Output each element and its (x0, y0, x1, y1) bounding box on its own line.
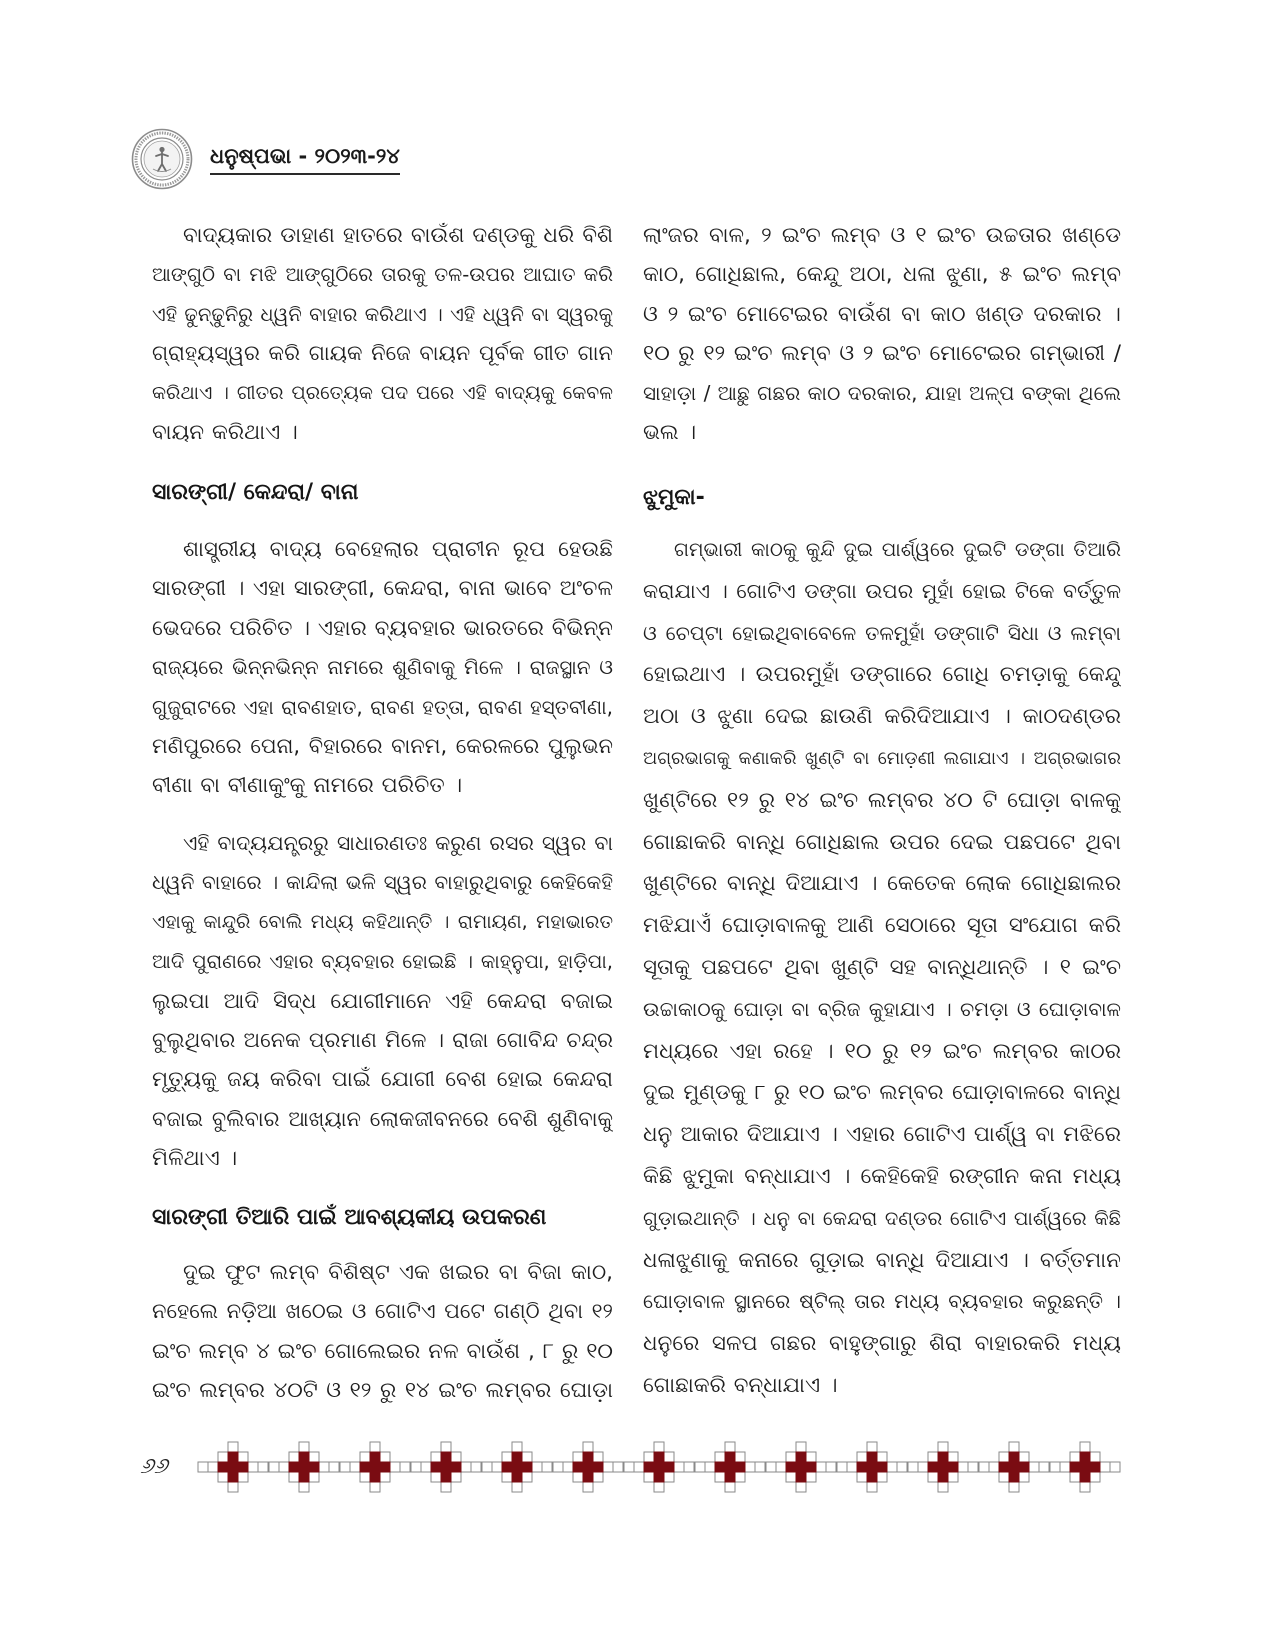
text-line: ୧୦ ରୁ ୧୨ ଇଂଚ ଲମ୍ବ ଓ ୨ ଇଂଚ ମୋଟେଇର ଗମ୍ଭାରୀ / (643, 341, 1121, 367)
ornament-cell (644, 1462, 654, 1472)
ornament-cell (867, 1452, 877, 1462)
ornament-cell (370, 1472, 380, 1482)
ornament-cell (583, 1452, 593, 1462)
ornament-cell (218, 1472, 228, 1482)
ornament-cell (938, 1462, 948, 1472)
right-paragraph-1 (643, 216, 1121, 452)
ornament-cell (766, 1462, 776, 1472)
text-line: ମଝିଯାଏଁ ଘୋଡ଼ାବାଳକୁ ଆଣି ସେଠାରେ ସୂତା ସଂଯୋଗ କରି (643, 913, 1121, 939)
ornament-cell (289, 1462, 299, 1472)
text-line: ଏହାକୁ କାନ୍ଦୁରି ବୋଲି ମଧ୍ୟ କହିଥାନ୍ତି । ରାମାୟଣ, ମହାଭାରତ (152, 910, 613, 933)
ornament-cell (654, 1472, 664, 1482)
ornament-cell (958, 1462, 968, 1472)
text-line: ଗୋଛାକରି ବାନ୍ଧି ଗୋଧିଛାଲ ଉପର ଦେଇ ପଛପଟେ ଥିବା (643, 829, 1121, 855)
ornament-cell (664, 1452, 674, 1462)
text-line: ମୃତ୍ୟୁକୁ ଜୟ କରିବା ପାଇଁ ଯୋଗୀ ବେଶ ହୋଇ କେନ୍ଦରା (152, 1067, 613, 1093)
ornament-cell (705, 1462, 715, 1472)
ornament-cell (1009, 1482, 1019, 1492)
ornament-cell (461, 1462, 471, 1472)
ornament-cell (796, 1472, 806, 1482)
ornament-cell (654, 1482, 664, 1492)
ornament-cell (248, 1462, 258, 1472)
ornament-cell (441, 1472, 451, 1482)
ornament-cell (299, 1452, 309, 1462)
text-line: ଭଲ । (643, 419, 697, 445)
ornament-cell (593, 1472, 603, 1482)
ornament-cell (1019, 1452, 1029, 1462)
text-line: ରାଜ୍ୟରେ ଭିନ୍ନଭିନ୍ନ ନାମରେ ଶୁଣିବାକୁ ମିଳେ । ରାଜସ୍ଥାନ ଓ (152, 655, 613, 680)
ornament-cell (796, 1482, 806, 1492)
ornament-cell (928, 1462, 938, 1472)
ornament-motif (198, 1442, 268, 1492)
right-paragraph-2 (643, 529, 1121, 1407)
ornament-cell (451, 1472, 461, 1482)
ornament-cell (1009, 1462, 1019, 1472)
ornament-cell (1110, 1462, 1120, 1472)
text-line: କରିଥାଏ । ଗୀତର ପ୍ରତ୍ୟେକ ପଦ ପରେ ଏହି ବାଦ୍ୟକୁ କେବଳ (152, 381, 613, 404)
text-line: ମିଳିଥାଏ । (152, 1146, 238, 1172)
ornament-cell (1080, 1452, 1090, 1462)
text-line: ଖୁଣ୍ଟିରେ ୧୨ ରୁ ୧୪ ଇଂଚ ଲମ୍ବର ୪୦ ଟି ଘୋଡ଼ା ବାଳକୁ (643, 787, 1121, 813)
ornament-cell (522, 1462, 532, 1472)
text-line: ଲାଂଜର ବାଳ, ୨ ଇଂଚ ଲମ୍ବ ଓ ୧ ଇଂଚ ଉଚ୍ଚତାର ଖଣ୍ଡେ (643, 223, 1121, 248)
ornament-cell (897, 1462, 907, 1472)
ornament-cell (370, 1482, 380, 1492)
text-line: ବଜାଇ ବୁଲିବାର ଆଖ୍ୟାନ ଲୋକଜୀବନରେ ବେଶି ଶୁଣିବାକୁ (152, 1106, 613, 1131)
ornament-cell (411, 1462, 421, 1472)
ornament-cell (218, 1452, 228, 1462)
ornament-cell (299, 1462, 309, 1472)
ornament-cell (1080, 1442, 1090, 1452)
ornament-cell (1090, 1462, 1100, 1472)
ornament-cell (877, 1462, 887, 1472)
ornament-cell (999, 1462, 1009, 1472)
text-line: ଧଳାଝୁଣାକୁ କନାରେ ଗୁଡ଼ାଇ ବାନ୍ଧି ଦିଆଯାଏ । ବର୍ତ୍ତମାନ (643, 1247, 1121, 1273)
ornament-cell (299, 1482, 309, 1492)
ornament-cell (502, 1452, 512, 1462)
ornament-cell (583, 1482, 593, 1492)
ornament-cell (928, 1452, 938, 1462)
ornament-cell (877, 1452, 887, 1462)
text-line: ଗୁଜୁରାଟରେ ଏହା ରାବଣହାତ, ରାବଣ ହତ୍ତା, ରାବଣ ହସ୍ତବୀଣା, (152, 694, 613, 719)
ornament-cell (989, 1462, 999, 1472)
ornament-cell (715, 1472, 725, 1482)
ornament-cell (654, 1462, 664, 1472)
ornament-cell (1009, 1442, 1019, 1452)
ornament-cell (999, 1472, 1009, 1482)
ornament-cell (664, 1462, 674, 1472)
ornament-cell (1060, 1462, 1070, 1472)
ornament-cell (522, 1452, 532, 1462)
ornament-motif (340, 1442, 410, 1492)
text-line: ଏହି ବାଦ୍ୟଯନ୍ତ୍ରରୁ ସାଧାରଣତଃ କରୁଣ ରସର ସ୍ୱର ବା (183, 831, 613, 855)
ornament-cell (1029, 1462, 1039, 1472)
text-line: ଦୁଇ ମୁଣ୍ଡକୁ ୮ ରୁ ୧୦ ଇଂଚ ଲମ୍ବର ଘୋଡ଼ାବାଳରେ ବାନ୍ଧି (643, 1080, 1121, 1105)
ornament-motif (979, 1442, 1049, 1492)
text-line: କିଛି ଝୁମୁକା ବନ୍ଧାଯାଏ । କେହିକେହି ରଙ୍ଗୀନ କନା ମଧ୍ୟ (643, 1163, 1121, 1189)
ornament-cell (350, 1462, 360, 1472)
text-line: ସୂତାକୁ ପଛପଟେ ଥିବା ଖୁଣ୍ଟି ସହ ବାନ୍ଧିଥାନ୍ତି । ୧ ଇଂଚ (643, 954, 1121, 980)
text-line: ବୁଲୁଥିବାର ଅନେକ ପ୍ରମାଣ ମିଳେ । ରାଜା ଗୋବିନ୍ଦ ଚନ୍ଦ୍ର (152, 1027, 613, 1052)
ornament-cell (583, 1462, 593, 1472)
text-line: ହୋଇଥାଏ । ଉପରମୁହାଁ ଡଙ୍ଗାରେ ଗୋଧି ଚମଡ଼ାକୁ କେନ୍ଦୁ (643, 662, 1121, 688)
ornament-cell (908, 1462, 918, 1472)
ornament-cell (238, 1472, 248, 1482)
text-line: କରାଯାଏ । ଗୋଟିଏ ଡଙ୍ଗା ଉପର ମୁହାଁ ହୋଇ ଟିକେ ବର୍ତ୍ତୁଳ (643, 578, 1121, 603)
ornament-cell (289, 1472, 299, 1482)
text-line: ଶାସ୍ତ୍ରୀୟ ବାଦ୍ୟ ବେହେଲାର ପ୍ରାଚୀନ ରୂପ ହେଉଛି (183, 537, 613, 562)
ornament-cell (1070, 1452, 1080, 1462)
ornament-cell (867, 1462, 877, 1472)
ornament-cell (228, 1452, 238, 1462)
ornament-cell (755, 1462, 765, 1472)
ornament-cell (390, 1462, 400, 1472)
emblem-logo (131, 128, 193, 190)
left-paragraph-2 (152, 530, 613, 806)
text-line: ଉଚ୍ଚାକାଠକୁ ଘୋଡ଼ା ବା ବ୍ରିଜ କୁହାଯାଏ । ଚମଡ଼ା ଓ ଘୋଡ଼ାବାଳ (643, 996, 1121, 1021)
ornament-cell (522, 1472, 532, 1482)
ornament-cell (938, 1442, 948, 1452)
ornament-cell (593, 1452, 603, 1462)
text-line: ବୀଣା ବା ବୀଣାକୁଂକୁ ନାମରେ ପରିଚିତ । (152, 773, 463, 799)
ornament-cell (938, 1472, 948, 1482)
ornament-cell (938, 1452, 948, 1462)
text-line: ଓ ୨ ଇଂଚ ମୋଟେଇର ବାଉଁଶ ବା କାଠ ଖଣ୍ଡ ଦରକାର । (643, 301, 1121, 327)
left-paragraph-3 (152, 824, 613, 1179)
ornament-cell (806, 1472, 816, 1482)
ornament-cell (400, 1462, 410, 1472)
ornament-cell (664, 1472, 674, 1482)
ornament-cell (360, 1462, 370, 1472)
ornament-cell (999, 1452, 1009, 1462)
ornament-motif (908, 1442, 978, 1492)
text-line: ମଧ୍ୟରେ ଏହା ରହେ । ୧୦ ରୁ ୧୨ ଇଂଚ ଲମ୍ବର କାଠର (643, 1038, 1121, 1064)
ornament-cell (1090, 1472, 1100, 1482)
text-line: ଦୁଇ ଫୁଟ ଲମ୍ବ ବିଶିଷ୍ଟ ଏକ ଖଇର ବା ବିଜା କାଠ, (183, 1260, 613, 1285)
ornament-cell (380, 1472, 390, 1482)
ornament-cell (776, 1462, 786, 1472)
text-line: ଧନୁରେ ସଳପ ଗଛର ବାହୁଙ୍ଗାରୁ ଶିରା ବାହାରକରି ମଧ୍ୟ (643, 1331, 1121, 1357)
ornament-cell (796, 1462, 806, 1472)
ornament-cell (441, 1442, 451, 1452)
ornament-cell (238, 1462, 248, 1472)
text-line: ଅଠା ଓ ଝୁଣା ଦେଇ ଛାଉଣି କରିଦିଆଯାଏ । କାଠଦଣ୍ଡର (643, 704, 1121, 730)
ornament-cell (968, 1462, 978, 1472)
ornament-cell (451, 1452, 461, 1462)
text-line: ଅଗ୍ରଭାଗକୁ କଣାକରି ଖୁଣ୍ଟି ବା ମୋଡ଼ଣୀ ଲଗାଯାଏ । ଅଗ୍ରଭାଗର (643, 747, 1121, 769)
ornament-cell (1070, 1462, 1080, 1472)
text-line: ଗୋଛାକରି ବନ୍ଧାଯାଏ । (643, 1372, 838, 1398)
ornament-motif (482, 1442, 552, 1492)
ornament-cell (573, 1462, 583, 1472)
ornament-cell (482, 1462, 492, 1472)
ornament-cell (370, 1462, 380, 1472)
ornament-cell (877, 1472, 887, 1482)
section-heading-materials: ସାରଙ୍ଗୀ ତିଆରି ପାଇଁ ଆବଶ୍ୟକୀୟ ଉପକରଣ (152, 1205, 547, 1230)
ornament-cell (715, 1452, 725, 1462)
ornament-cell (309, 1462, 319, 1472)
ornament-cell (289, 1452, 299, 1462)
ornament-cell (867, 1472, 877, 1482)
ornament-cell (796, 1442, 806, 1452)
ornament-motif (695, 1442, 765, 1492)
text-line: ଏହି ଢୁନ୍‌ଢୁନିରୁ ଧ୍ୱନି ବାହାର କରିଥାଏ । ଏହି ଧ୍ୱନି ବା ସ୍ୱରକୁ (152, 302, 613, 326)
text-line: ଆଦି ପୁରାଣରେ ଏହାର ବ୍ୟବହାର ହୋଇଛି । କାହ୍ନୁପା, ହାଡ଼ିପା, (152, 950, 613, 974)
ornament-cell (279, 1462, 289, 1472)
ornament-cell (735, 1472, 745, 1482)
ornament-cell (370, 1442, 380, 1452)
ornament-cell (1070, 1472, 1080, 1482)
text-line: ଧନୁ ଆକାର ଦିଆଯାଏ । ଏହାର ଗୋଟିଏ ପାର୍ଶ୍ୱ ବା ମଝିରେ (643, 1122, 1121, 1148)
ornament-cell (258, 1462, 268, 1472)
ornament-cell (806, 1452, 816, 1462)
ornament-cell (1080, 1472, 1090, 1482)
ornament-cell (644, 1452, 654, 1462)
ornament-cell (299, 1442, 309, 1452)
ornament-cell (938, 1482, 948, 1492)
text-line: ଲୁଇପା ଆଦି ସିଦ୍ଧ ଯୋଗୀମାନେ ଏହି କେନ୍ଦରା ବଜାଇ (152, 988, 613, 1014)
ornament-cell (228, 1482, 238, 1492)
ornament-cell (867, 1442, 877, 1452)
ornament-motif (269, 1442, 339, 1492)
ornament-cell (441, 1452, 451, 1462)
ornament-cell (431, 1452, 441, 1462)
ornament-cell (573, 1472, 583, 1482)
ornament-cell (431, 1462, 441, 1472)
text-line: ନହେଲେ ନଡ଼ିଆ ଖଠେଇ ଓ ଗୋଟିଏ ପଟେ ଗଣ୍ଠି ଥିବା ୧୨ (152, 1299, 613, 1324)
ornament-cell (837, 1462, 847, 1472)
text-line: ଭେଦରେ ପରିଚିତ । ଏହାର ବ୍ୟବହାର ଭାରତରେ ବିଭିନ୍ନ (152, 615, 613, 641)
ornament-cell (603, 1462, 613, 1472)
ornament-cell (512, 1472, 522, 1482)
ornament-cell (563, 1462, 573, 1472)
ornament-cell (309, 1452, 319, 1462)
ornament-cell (228, 1462, 238, 1472)
ornament-cell (512, 1442, 522, 1452)
ornament-motif (553, 1442, 623, 1492)
ornament-cell (735, 1462, 745, 1472)
ornament-cell (441, 1462, 451, 1472)
ornament-cell (1019, 1472, 1029, 1482)
text-line: ଇଂଚ ଲମ୍ବ ୪ ଇଂଚ ଗୋଲେଇର ନଳ ବାଉଁଶ , ୮ ରୁ ୧୦ (152, 1338, 613, 1364)
ornament-cell (1080, 1462, 1090, 1472)
ornament-motif (411, 1442, 481, 1492)
ornament-cell (583, 1472, 593, 1482)
text-line: ଖୁଣ୍ଟିରେ ବାନ୍ଧି ଦିଆଯାଏ । କେତେକ ଲୋକ ଗୋଧିଛାଲର (643, 871, 1121, 897)
ornament-cell (725, 1442, 735, 1452)
ornament-cell (208, 1462, 218, 1472)
ornament-cell (654, 1452, 664, 1462)
text-line: ସାହାଡ଼ା / ଆଛୁ ଗଛର କାଠ ଦରକାର, ଯାହା ଅଳ୍ପ ବଙ୍କା ଥିଲେ (643, 380, 1121, 405)
ornament-cell (1050, 1462, 1060, 1472)
ornament-cell (806, 1462, 816, 1472)
publication-title: ଧନୁଷ୍ପଭା - ୨୦୨୩-୨୪ (210, 143, 400, 175)
ornament-cell (380, 1452, 390, 1462)
ornament-cell (1090, 1452, 1100, 1462)
ornament-cell (887, 1462, 897, 1472)
text-line: ଇଂଚ ଲମ୍ବର ୪୦ଟି ଓ ୧୨ ରୁ ୧୪ ଇଂଚ ଲମ୍ବର ଘୋଡ଼ା (152, 1378, 613, 1404)
ornament-cell (329, 1462, 339, 1472)
ornament-cell (1100, 1462, 1110, 1472)
text-line: ମଣିପୁରରେ ପେନା, ବିହାରରେ ବାନମ, କେରଳରେ ପୁଲୁଭନ (152, 733, 613, 758)
ornament-cell (532, 1462, 542, 1472)
ornament-cell (198, 1462, 208, 1472)
ornament-cell (745, 1462, 755, 1472)
text-line: ସାରଙ୍ଗୀ । ଏହା ସାରଙ୍ଗୀ, କେନ୍ଦରା, ବାନା ଭାବେ ଅଂଚଳ (152, 576, 613, 602)
ornament-cell (786, 1472, 796, 1482)
text-line: ଓ ଚେପ୍‌ଟା ହୋଇଥିବାବେଳେ ତଳମୁହାଁ ଡଙ୍ଗାଟି ସିଧା ଓ ଲମ୍ବା (643, 620, 1121, 645)
ornament-cell (309, 1472, 319, 1482)
ornament-cell (948, 1462, 958, 1472)
ornament-cell (218, 1462, 228, 1472)
ornament-cell (928, 1472, 938, 1482)
ornament-cell (857, 1452, 867, 1462)
ornament-cell (553, 1462, 563, 1472)
ornament-cell (1019, 1462, 1029, 1472)
ornament-cell (624, 1462, 634, 1472)
ornament-cell (715, 1462, 725, 1472)
ornament-cell (340, 1462, 350, 1472)
ornament-motif (837, 1442, 907, 1492)
ornament-cell (512, 1482, 522, 1492)
ornament-cell (725, 1452, 735, 1462)
ornament-cell (360, 1452, 370, 1462)
ornament-cell (695, 1462, 705, 1472)
ornament-cell (847, 1462, 857, 1472)
ornament-cell (238, 1452, 248, 1462)
ornament-cell (380, 1462, 390, 1472)
ornament-cell (542, 1462, 552, 1472)
ornament-cell (228, 1442, 238, 1452)
section-heading-jhumuka: ଝୁମୁକା- (643, 485, 705, 510)
ornament-cell (299, 1472, 309, 1482)
ornament-cell (360, 1472, 370, 1482)
ornament-cell (644, 1472, 654, 1482)
ornament-cell (735, 1452, 745, 1462)
ornament-cell (451, 1462, 461, 1472)
text-line: କାଠ, ଗୋଧିଛାଲ, କେନ୍ଦୁ ଅଠା, ଧଳା ଝୁଣା, ୫ ଇଂଚ ଲମ୍ବ (643, 262, 1121, 288)
text-line: ବାଦ୍ୟକାର ଡାହାଣ ହାତରେ ବାଉଁଶ ଦଣ୍ଡକୁ ଧରି ବିଶି (183, 223, 613, 248)
ornament-motif (1050, 1442, 1120, 1492)
ornament-cell (786, 1452, 796, 1462)
text-line: ଆଙ୍ଗୁଠି ବା ମଝି ଆଙ୍ଗୁଠିରେ ତାରକୁ ତଳ-ଉପର ଆଘାତ କରି (152, 263, 613, 287)
section-heading-sarangi: ସାରଙ୍ଗୀ/ କେନ୍ଦରା/ ବାନା (152, 480, 359, 505)
ornament-cell (319, 1462, 329, 1472)
ornament-cell (593, 1462, 603, 1472)
text-line: ଗମ୍ଭାରୀ କାଠକୁ କୁନ୍ଦି ଦୁଇ ପାର୍ଶ୍ୱରେ ଦୁଇଟି ଡଙ୍ଗା ତିଆରି (674, 538, 1121, 561)
ornament-cell (613, 1462, 623, 1472)
page-number: ୬୬ (140, 1454, 168, 1479)
footer-ornament-border (195, 1439, 1125, 1495)
ornament-cell (502, 1472, 512, 1482)
ornament-cell (857, 1472, 867, 1482)
text-line: ଗ୍ରାହ୍ୟସ୍ୱର କରି ଗାୟକ ନିଜେ ବାୟନ ପୂର୍ବକ ଗୀତ ଗାନ (152, 341, 613, 366)
ornament-cell (948, 1472, 958, 1482)
ornament-cell (583, 1442, 593, 1452)
ornament-cell (684, 1462, 694, 1472)
ornament-cell (1080, 1482, 1090, 1492)
ornament-cell (431, 1472, 441, 1482)
ornament-cell (979, 1462, 989, 1472)
ornament-cell (269, 1462, 279, 1472)
ornament-cell (725, 1472, 735, 1482)
ornament-cell (512, 1452, 522, 1462)
ornament-cell (634, 1462, 644, 1472)
ornament-cell (857, 1462, 867, 1472)
ornament-cell (1039, 1462, 1049, 1472)
ornament-motif (624, 1442, 694, 1492)
ornament-cell (1009, 1472, 1019, 1482)
ornament-cell (867, 1482, 877, 1492)
ornament-cell (370, 1452, 380, 1462)
ornament-cell (948, 1452, 958, 1462)
ornament-cell (512, 1462, 522, 1472)
ornament-cell (796, 1452, 806, 1462)
ornament-cell (826, 1462, 836, 1472)
ornament-cell (725, 1462, 735, 1472)
ornament-cell (421, 1462, 431, 1472)
ornament-cell (471, 1462, 481, 1472)
ornament-cell (816, 1462, 826, 1472)
ornament-cell (228, 1472, 238, 1482)
ornament-cell (1009, 1452, 1019, 1462)
ornament-cell (573, 1452, 583, 1462)
left-paragraph-1 (152, 216, 613, 452)
ornament-cell (725, 1482, 735, 1492)
ornament-cell (654, 1442, 664, 1452)
ornament-cell (502, 1462, 512, 1472)
text-line: ଘୋଡ଼ାବାଳ ସ୍ଥାନରେ ଷ୍ଟିଲ୍ ତାର ମଧ୍ୟ ବ୍ୟବହାର କରୁଛନ୍ତି । (643, 1289, 1121, 1314)
text-line: ଗୁଡ଼ାଇଥାନ୍ତି । ଧନୁ ବା କେନ୍ଦରା ଦଣ୍ଡର ଗୋଟିଏ ପାର୍ଶ୍ୱରେ କିଛି (643, 1206, 1121, 1230)
ornament-motif (766, 1442, 836, 1492)
ornament-cell (786, 1462, 796, 1472)
ornament-cell (492, 1462, 502, 1472)
ornament-cell (441, 1482, 451, 1492)
left-paragraph-4 (152, 1253, 613, 1411)
ornament-cell (674, 1462, 684, 1472)
ornament-cell (918, 1462, 928, 1472)
text-line: ବାୟନ କରିଥାଏ । (152, 419, 298, 445)
text-line: ଧ୍ୱନି ବାହାରେ । କାନ୍ଦିଲା ଭଳି ସ୍ୱର ବାହାରୁଥିବାରୁ କେହିକେହି (152, 870, 613, 895)
